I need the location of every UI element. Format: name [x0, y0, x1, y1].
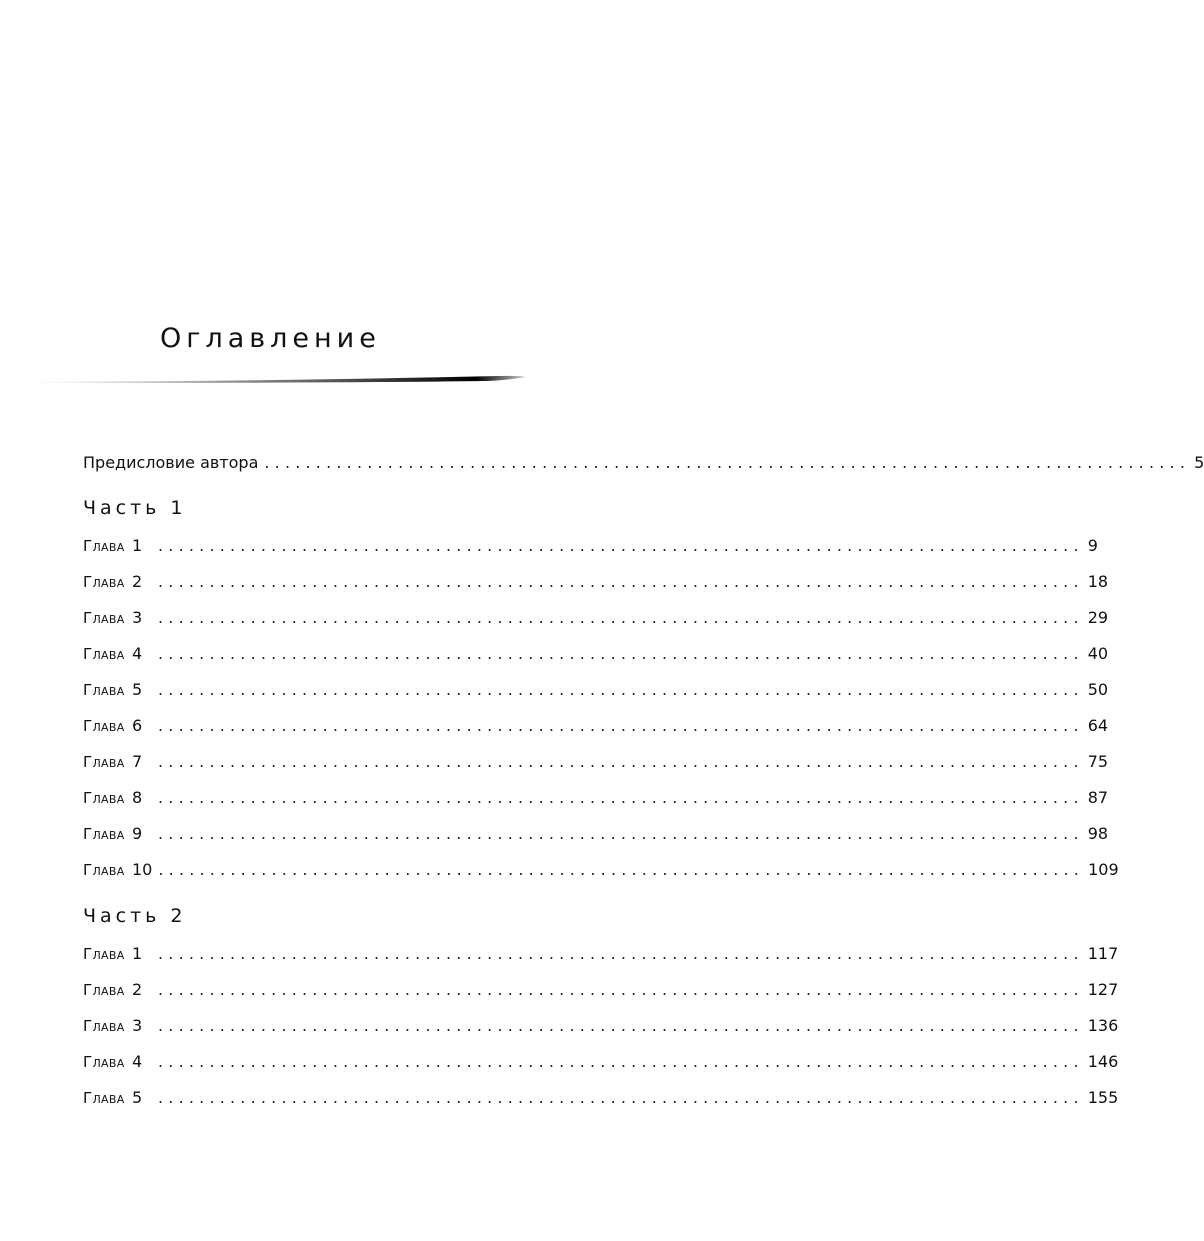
- chapter-label: [83, 787, 152, 809]
- chapter-label: [83, 1051, 152, 1073]
- dot-leader: ..........................................................................................: [158, 860, 1085, 879]
- toc-entry-chapter[interactable]: [83, 571, 1109, 593]
- toc-entry-chapter[interactable]: [83, 787, 1109, 809]
- chapter-label: [83, 571, 152, 593]
- chapter-number: 4: [132, 644, 143, 663]
- toc-entry-chapter[interactable]: [83, 1051, 1119, 1073]
- toc-entry-chapter[interactable]: [83, 715, 1109, 737]
- page-number: 64: [1087, 716, 1109, 735]
- dot-leader: ..........................................................................................: [158, 608, 1084, 627]
- toc-entry-chapter[interactable]: [83, 535, 1098, 557]
- dot-leader: ..........................................................................................: [158, 788, 1084, 807]
- page-number: 136: [1087, 1016, 1119, 1035]
- chapter-number: 9: [132, 824, 143, 843]
- page-number: 98: [1087, 824, 1109, 843]
- dot-leader: ..........................................................................................: [158, 1088, 1084, 1107]
- page-number: 155: [1087, 1088, 1119, 1107]
- chapter-number: 2: [132, 980, 143, 999]
- chapter-word: Глава: [83, 825, 125, 843]
- chapter-number: 5: [132, 1088, 143, 1107]
- chapter-number: 6: [132, 716, 143, 735]
- chapter-label: [83, 859, 152, 881]
- dot-leader: ..........................................................................................: [158, 680, 1084, 699]
- toc-entry-chapter[interactable]: [83, 679, 1109, 701]
- chapter-label: [83, 943, 152, 965]
- chapter-number: 7: [132, 752, 143, 771]
- page-number: 146: [1087, 1052, 1119, 1071]
- chapter-word: Глава: [83, 609, 125, 627]
- chapter-number: 5: [132, 680, 143, 699]
- dot-leader: ..........................................................................................: [158, 644, 1084, 663]
- chapter-label: [83, 643, 152, 665]
- toc-entry-chapter[interactable]: [83, 943, 1119, 965]
- page-number: 29: [1087, 608, 1109, 627]
- chapter-label: [83, 715, 152, 737]
- chapter-label: [83, 823, 152, 845]
- chapter-label: [83, 751, 152, 773]
- preface-label: Предисловие автора: [83, 453, 259, 472]
- dot-leader: ..........................................................................................: [158, 824, 1084, 843]
- chapter-word: Глава: [83, 789, 125, 807]
- page-number: 9: [1087, 536, 1098, 555]
- page-number: 50: [1087, 680, 1109, 699]
- chapter-label: [83, 1015, 152, 1037]
- chapter-word: Глава: [83, 753, 125, 771]
- chapter-word: Глава: [83, 981, 125, 999]
- page-number: 87: [1087, 788, 1109, 807]
- chapter-label: [83, 1087, 152, 1109]
- dot-leader: ..........................................................................................: [264, 453, 1191, 472]
- page-number: 18: [1087, 572, 1109, 591]
- chapter-word: Глава: [83, 945, 125, 963]
- page-number: 109: [1088, 860, 1119, 879]
- page-number: 5: [1194, 453, 1204, 472]
- chapter-word: Глава: [83, 537, 125, 555]
- toc-entry-chapter[interactable]: [83, 1015, 1119, 1037]
- chapter-number: 8: [132, 788, 143, 807]
- chapter-word: Глава: [83, 1053, 125, 1071]
- page-number: 40: [1087, 644, 1109, 663]
- chapter-number: 10: [132, 860, 153, 879]
- toc-entry-chapter[interactable]: [83, 859, 1119, 881]
- chapter-word: Глава: [83, 573, 125, 591]
- chapter-number: 1: [132, 536, 143, 555]
- dot-leader: ..........................................................................................: [158, 980, 1084, 999]
- page-title: Оглавление: [160, 323, 381, 354]
- chapter-word: Глава: [83, 1017, 125, 1035]
- toc-entry-chapter[interactable]: [83, 751, 1109, 773]
- dot-leader: ..........................................................................................: [158, 716, 1084, 735]
- chapter-label: [83, 979, 152, 1001]
- chapter-label: [83, 535, 152, 557]
- chapter-number: 2: [132, 572, 143, 591]
- dot-leader: ..........................................................................................: [158, 1052, 1084, 1071]
- toc-entry-preface[interactable]: [83, 452, 1204, 474]
- toc-entry-chapter[interactable]: [83, 607, 1109, 629]
- page-number: 75: [1087, 752, 1109, 771]
- toc-entry-chapter[interactable]: [83, 1087, 1119, 1109]
- dot-leader: ..........................................................................................: [158, 536, 1084, 555]
- toc-entry-chapter[interactable]: [83, 979, 1119, 1001]
- title-underline-swoosh: [28, 374, 528, 386]
- chapter-number: 1: [132, 944, 143, 963]
- toc-entry-chapter[interactable]: [83, 643, 1109, 665]
- dot-leader: ..........................................................................................: [158, 752, 1084, 771]
- chapter-word: Глава: [83, 861, 125, 879]
- chapter-word: Глава: [83, 717, 125, 735]
- chapter-number: 4: [132, 1052, 143, 1071]
- chapter-label: [83, 679, 152, 701]
- dot-leader: ..........................................................................................: [158, 572, 1084, 591]
- dot-leader: ..........................................................................................: [158, 1016, 1084, 1035]
- part-heading-1: Часть 1: [83, 497, 187, 519]
- chapter-label: [83, 607, 152, 629]
- part-heading-2: Часть 2: [83, 905, 187, 927]
- chapter-number: 3: [132, 1016, 143, 1035]
- chapter-number: 3: [132, 608, 143, 627]
- toc-entry-chapter[interactable]: [83, 823, 1109, 845]
- page-number: 117: [1087, 944, 1119, 963]
- dot-leader: ..........................................................................................: [158, 944, 1084, 963]
- page-number: 127: [1087, 980, 1119, 999]
- chapter-word: Глава: [83, 645, 125, 663]
- chapter-word: Глава: [83, 1089, 125, 1107]
- chapter-word: Глава: [83, 681, 125, 699]
